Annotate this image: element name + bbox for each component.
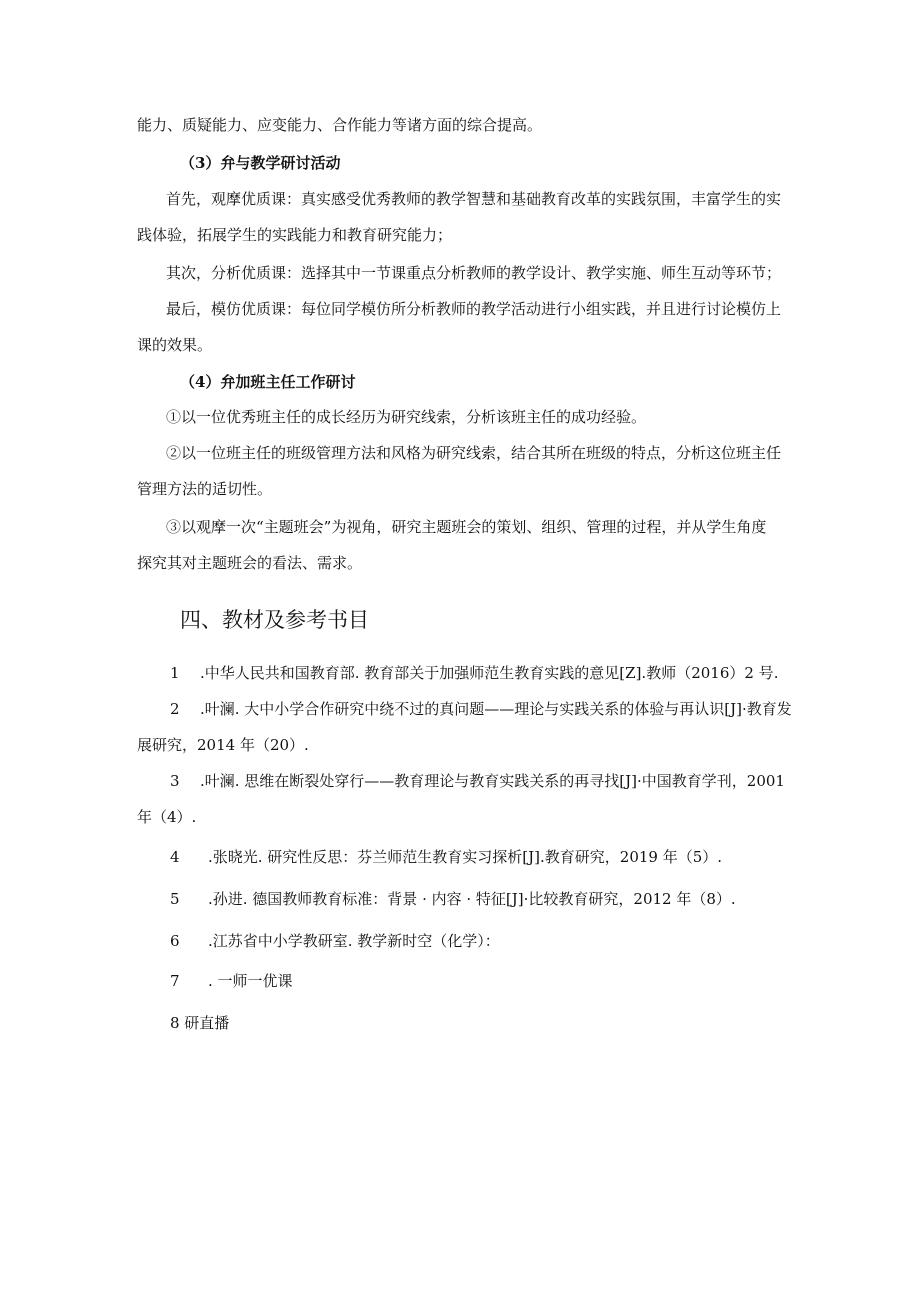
item-circled-1: ①以一位优秀班主任的成长经历为研究线索，分析该班主任的成功经验。: [166, 408, 647, 426]
item-circled-2-b: 管理方法的适切性。: [137, 480, 273, 498]
ref-number: 6: [170, 932, 180, 950]
paragraph-first-1: 首先，观摩优质课：真实感受优秀教师的教学智慧和基础教育改革的实践氛围，丰富学生的实: [166, 190, 782, 208]
item-circled-2-a: ②以一位班主任的班级管理方法和风格为研究线索，结合其所在班级的特点，分析这位班主任: [166, 444, 782, 462]
ref-item-3-cont: [137, 806, 196, 828]
item-circled-3-a: ③以观摩一次“主题班会”为视角，研究主题班会的策划、组织、管理的过程，并从学生角度: [166, 518, 767, 536]
ref-item-4: [170, 846, 722, 868]
ref-item-1: [170, 662, 778, 684]
paragraph-third-2: 课的效果。: [137, 336, 213, 354]
ref-text: .张晓光. 研究性反思：芬兰师范生教育实习探析[J].教育研究，2019 年（5）.: [208, 848, 723, 866]
line-continuation: 能力、质疑能力、应变能力、合作能力等诸方面的综合提高。: [137, 116, 543, 134]
ref-text: . 一师一优课: [208, 972, 293, 990]
ref-text: 8 研直播: [170, 1014, 230, 1032]
ref-number: 3: [170, 772, 180, 790]
ref-number: 7: [170, 972, 180, 990]
ref-item-3: [170, 770, 785, 792]
ref-item-5: [170, 888, 736, 910]
ref-text: 展研究，2014 年（20）.: [137, 736, 309, 754]
ref-text: .叶澜. 大中小学合作研究中绕不过的真问题——理论与实践关系的体验与再认识[J]·教育发: [200, 700, 792, 718]
ref-item-7: [170, 970, 293, 992]
ref-item-8: [170, 1012, 229, 1034]
subheading-3: （3）弁与教学研讨活动: [180, 154, 341, 172]
paragraph-third-1: 最后，模仿优质课：每位同学模仿所分析教师的教学活动进行小组实践，并且进行讨论模仿上: [166, 300, 782, 318]
ref-text: .叶澜. 思维在断裂处穿行——教育理论与教育实践关系的再寻找[J]·中国教育学刊，2001: [200, 772, 785, 790]
ref-number: 2: [170, 700, 180, 718]
item-circled-3-b: 探究其对主题班会的看法、需求。: [137, 554, 363, 572]
ref-number: 4: [170, 848, 180, 866]
ref-text: .孙进. 德国教师教育标准：背景 · 内容 · 特征[J]·比较教育研究，2012 年（8）.: [208, 890, 736, 908]
section-title: 四、教材及参考书目: [180, 608, 369, 632]
ref-number: 1: [170, 664, 180, 682]
ref-text: .江苏省中小学教研室. 教学新时空（化学）：: [208, 932, 500, 950]
ref-item-2-cont: [137, 734, 309, 756]
ref-text: 年（4）.: [137, 808, 197, 826]
ref-item-6: [170, 930, 500, 952]
subheading-4: （4）弁加班主任工作研讨: [180, 373, 356, 391]
ref-item-2: [170, 698, 792, 720]
paragraph-second: 其次，分析优质课：选择其中一节课重点分析教师的教学设计、教学实施、师生互动等环节；: [166, 264, 782, 282]
ref-number: 5: [170, 890, 180, 908]
ref-text: .中华人民共和国教育部. 教育部关于加强师范生教育实践的意见[Z].教师（2016）2 号.: [200, 664, 779, 682]
paragraph-first-2: 践体验，拓展学生的实践能力和教育研究能力；: [137, 226, 453, 244]
